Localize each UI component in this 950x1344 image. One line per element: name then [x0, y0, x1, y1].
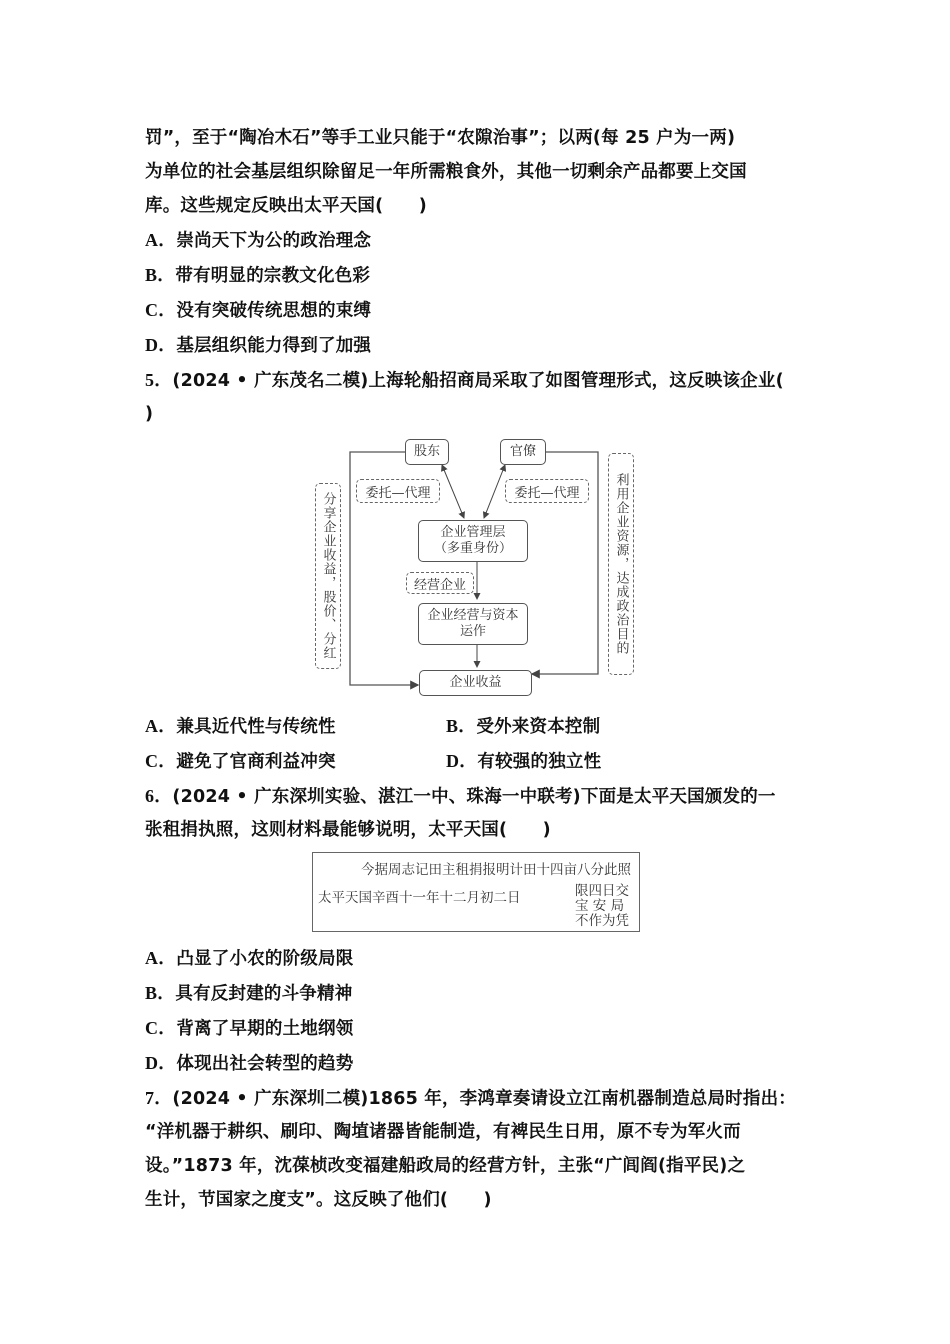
q4-stem-line: 罚”，至于“陶冶木石”等手工业只能于“农隙治事”；以两(每 25 户为一两) — [145, 128, 736, 148]
q6-option-a[interactable]: A．凸显了小农的阶级局限 — [145, 948, 354, 969]
q7-stem: 7．(2024 • 广东深圳二模)1865 年，李鸿章奏请设立江南机器制造总局时指出： — [145, 1088, 796, 1109]
q4-option-c[interactable]: C．没有突破传统思想的束缚 — [145, 300, 372, 321]
q4-option-a[interactable]: A．崇尚天下为公的政治理念 — [145, 230, 372, 251]
q7-stem-line: “洋机器于耕织、刷印、陶埴诸器皆能制造，有裨民生日用，原不专为军火而 — [145, 1122, 741, 1142]
q7-stem-line: 设。”1873 年，沈葆桢改变福建船政局的经营方针，主张“广闾阎(指平民)之 — [145, 1156, 746, 1176]
q7-source: (2024 • 广东深圳二模) — [172, 1089, 369, 1109]
operate-box: 经营企业 — [406, 572, 474, 594]
receipt-note: 限四日交 宝 安 局 不作为凭 — [575, 883, 629, 929]
management-diagram — [300, 435, 650, 700]
q6-stem-line2: 张租捐执照，这则材料最能够说明，太平天国( ) — [145, 820, 551, 840]
agency-right-box: 委托—代理 — [505, 479, 589, 503]
q6-source: (2024 • 广东深圳实验、湛江一中、珠海一中联考) — [172, 787, 581, 807]
q5-stem: 5．(2024 • 广东茂名二模)上海轮船招商局采取了如图管理形式，这反映该企业( — [145, 370, 784, 391]
q4-option-b[interactable]: B．带有明显的宗教文化色彩 — [145, 265, 371, 286]
q5-stem-line2: ) — [145, 404, 154, 424]
q6-option-c[interactable]: C．背离了早期的土地纲领 — [145, 1018, 354, 1039]
management-box: 企业管理层 （多重身份） — [418, 520, 528, 562]
receipt-line1: 今据周志记田主租捐报明计田十四亩八分此照 — [361, 862, 631, 878]
q7-stem-line: 生计，节国家之度支”。这反映了他们( ) — [145, 1190, 492, 1210]
q6-option-b[interactable]: B．具有反封建的斗争精神 — [145, 983, 353, 1004]
q4-option-d[interactable]: D．基层组织能力得到了加强 — [145, 335, 372, 356]
q4-stem-line: 为单位的社会基层组织除留足一年所需粮食外，其他一切剩余产品都要上交国 — [145, 162, 747, 182]
q5-option-d[interactable]: D．有较强的独立性 — [446, 751, 602, 772]
q5-source: (2024 • 广东茂名二模) — [172, 371, 369, 391]
officials-box: 官僚 — [500, 439, 546, 465]
receipt-date: 太平天国辛酉十一年十二月初二日 — [318, 890, 521, 906]
q5-option-a[interactable]: A．兼具近代性与传统性 — [145, 716, 336, 737]
q5-option-c[interactable]: C．避免了官商利益冲突 — [145, 751, 336, 772]
right-note-box: 利用企业资源，达成政治目的 — [608, 453, 634, 675]
diagram-connectors — [300, 435, 650, 700]
agency-left-box: 委托—代理 — [356, 479, 440, 503]
revenue-box: 企业收益 — [419, 670, 532, 696]
q6-stem: 6．(2024 • 广东深圳实验、湛江一中、珠海一中联考)下面是太平天国颁发的一 — [145, 786, 776, 807]
shareholders-box: 股东 — [405, 439, 449, 465]
q4-stem-line: 库。这些规定反映出太平天国( ) — [145, 196, 427, 216]
q6-option-d[interactable]: D．体现出社会转型的趋势 — [145, 1053, 354, 1074]
q5-option-b[interactable]: B．受外来资本控制 — [446, 716, 601, 737]
left-note-box: 分享企业收益，股价、分红 — [315, 483, 341, 669]
tax-receipt — [312, 852, 640, 932]
operation-box: 企业经营与资本 运作 — [418, 603, 528, 645]
